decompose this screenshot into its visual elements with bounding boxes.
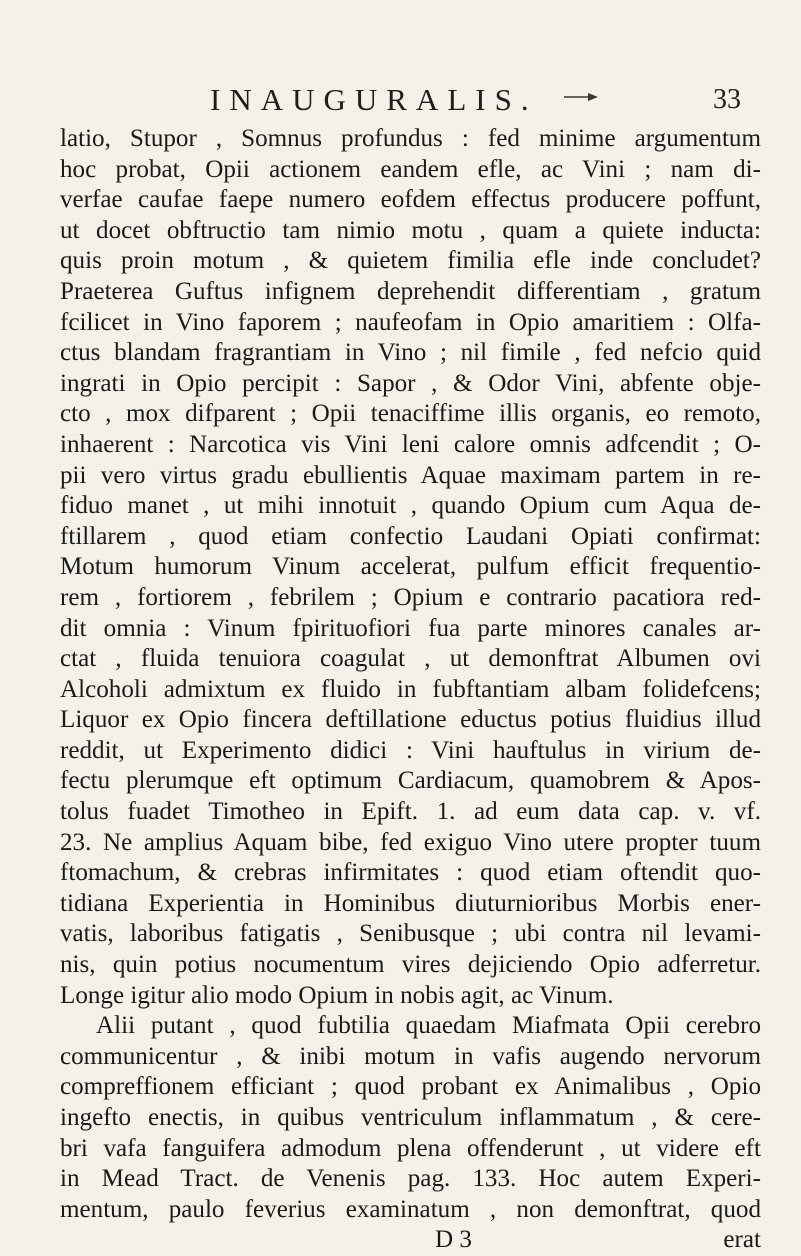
text-line: ingefto enectis, in quibus ventriculum inflammatum , & cere-: [60, 1104, 761, 1131]
text-line: bri vafa fanguifera admodum plena offenderunt , ut videre eft: [60, 1134, 761, 1162]
text-line: Motum humorum Vinum accelerat, pulfum efficit frequentio-: [60, 553, 761, 581]
text-line: reddit, ut Experimento didici : Vini hauftulus in virium de-: [60, 736, 761, 764]
text-line: vatis, laboribus fatigatis , Senibusque ; ubi contra nil levami-: [60, 920, 761, 948]
text-line: tidiana Experientia in Hominibus diuturnioribus Morbis ener-: [60, 889, 761, 917]
text-line: ut docet obftructio tam nimio motu , quam a quiete inducta:: [60, 216, 761, 244]
text-line: inhaerent : Narcotica vis Vini leni calore omnis adfcendit ; O-: [60, 430, 761, 458]
text-line: hoc probat, Opii actionem eandem efle, ac Vini ; nam di-: [60, 155, 761, 183]
text-line: pii vero virtus gradu ebullientis Aquae maximam partem in re-: [60, 461, 761, 489]
text-line: Longe igitur alio modo Opium in nobis agit, ac Vinum.: [60, 981, 614, 1009]
text-line: fcilicet in Vino faporem ; naufeofam in Opio amaritiem : Olfa-: [60, 308, 761, 336]
running-head: INAUGURALIS.: [210, 82, 538, 117]
text-line: rem , fortiorem , febrilem ; Opium e contrario pacatiora red-: [60, 583, 761, 611]
text-line: Liquor ex Opio fincera deftillatione eductus potius fluidius illud: [60, 706, 761, 734]
text-line: ftillarem , quod etiam confectio Laudani Opiati confirmat:: [60, 522, 761, 550]
text-line: in Mead Tract. de Venenis pag. 133. Hoc autem Experi-: [60, 1165, 761, 1193]
text-line: ctat , fluida tenuiora coagulat , ut demonftrat Albumen ovi: [60, 645, 761, 673]
text-line: mentum, paulo feverius examinatum , non demonftrat, quod: [60, 1195, 761, 1223]
text-line: Alii putant , quod fubtilia quaedam Miafmata Opii cerebro: [96, 1012, 761, 1040]
text-line: verfae caufae faepe numero eofdem effectus producere poffunt,: [60, 186, 761, 214]
page-header: [60, 82, 741, 122]
text-line: communicentur , & inibi motum in vafis augendo nervorum: [60, 1042, 761, 1070]
catchword: erat: [723, 1226, 761, 1254]
text-line: nis, quin potius nocumentum vires dejiciendo Opio adferretur.: [60, 951, 761, 979]
text-line: ftomachum, & crebras infirmitates : quod etiam oftendit quo-: [60, 859, 761, 887]
text-line: fiduo manet , ut mihi innotuit , quando Opium cum Aqua de-: [60, 492, 761, 520]
text-line: 23. Ne amplius Aquam bibe, fed exiguo Vino utere propter tuum: [60, 828, 761, 856]
ink-mark-icon: [562, 92, 600, 102]
text-line: ingrati in Opio percipit : Sapor , & Odor Vini, abfente obje-: [60, 369, 761, 397]
text-line: Praeterea Guftus infignem deprehendit differentiam , gratum: [60, 277, 761, 305]
text-line: ctus blandam fragrantiam in Vino ; nil fimile , fed nefcio quid: [60, 339, 761, 367]
text-line: Alcoholi admixtum ex fluido in fubftantiam albam folidefcens;: [60, 675, 761, 703]
page-number: 33: [713, 84, 741, 115]
text-line: quis proin motum , & quietem fimilia efle inde concludet?: [60, 247, 761, 275]
text-line: tolus fuadet Timotheo in Epift. 1. ad eum data cap. v. vf.: [60, 798, 761, 826]
text-line: latio, Stupor , Somnus profundus : fed minime argumentum: [60, 125, 761, 152]
signature-mark: D 3: [435, 1226, 472, 1254]
body-text: [60, 124, 761, 1256]
text-line: dit omnia : Vinum fpirituofiori fua parte minores canales ar-: [60, 614, 761, 642]
text-line: compreffionem efficiant ; quod probant ex Animalibus , Opio: [60, 1073, 761, 1101]
text-line: fectu plerumque eft optimum Cardiacum, quamobrem & Apos-: [60, 767, 761, 795]
text-line: cto , mox difparent ; Opii tenaciffime illis organis, eo remoto,: [60, 400, 761, 428]
